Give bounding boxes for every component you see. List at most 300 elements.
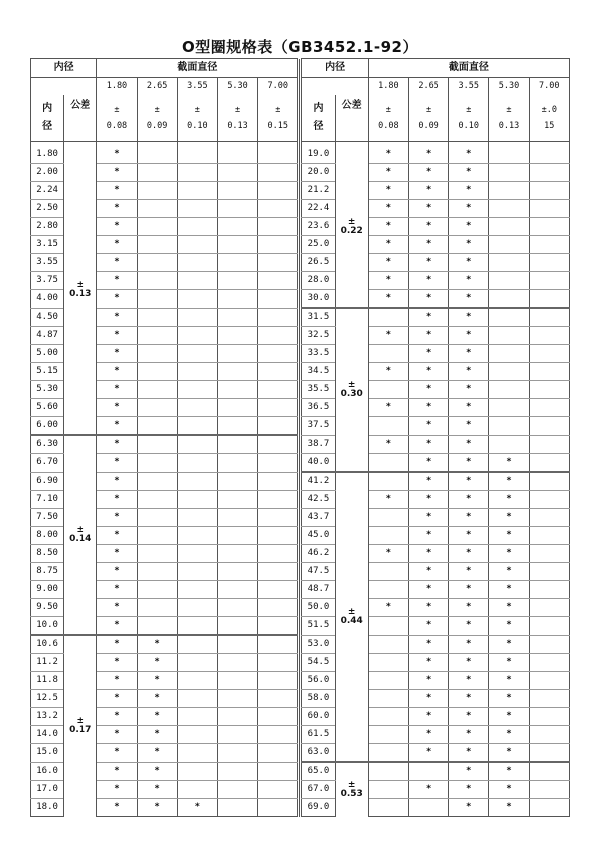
section-diameter-header-right: 截面直径 bbox=[368, 59, 569, 78]
left-mark-cell: * bbox=[137, 744, 177, 763]
left-mark-cell: * bbox=[97, 599, 137, 617]
size-right-5: 7.00 bbox=[529, 78, 569, 96]
right-mark-cell bbox=[489, 254, 529, 272]
right-mark-cell bbox=[368, 654, 408, 672]
right-mark-cell: * bbox=[449, 581, 489, 599]
left-mark-cell bbox=[137, 491, 177, 509]
right-mark-cell: * bbox=[408, 435, 448, 454]
left-inner-diameter-cell: 10.0 bbox=[31, 617, 64, 636]
left-inner-diameter-cell: 18.0 bbox=[31, 799, 64, 817]
left-mark-cell: * bbox=[97, 272, 137, 290]
right-mark-cell: * bbox=[408, 472, 448, 491]
left-mark-cell: * bbox=[97, 690, 137, 708]
right-mark-cell bbox=[489, 218, 529, 236]
right-mark-cell bbox=[368, 672, 408, 690]
right-mark-cell: * bbox=[489, 799, 529, 817]
left-group-tolerance: ± 0.14 bbox=[64, 435, 97, 635]
left-mark-cell: * bbox=[97, 654, 137, 672]
right-mark-cell: * bbox=[408, 308, 448, 327]
right-mark-cell: * bbox=[408, 654, 448, 672]
left-mark-cell bbox=[137, 146, 177, 164]
right-mark-cell: * bbox=[489, 472, 529, 491]
left-mark-cell bbox=[258, 254, 298, 272]
right-mark-cell bbox=[529, 690, 569, 708]
left-mark-cell bbox=[177, 454, 217, 473]
right-mark-cell: * bbox=[408, 708, 448, 726]
table-row bbox=[31, 200, 570, 218]
left-mark-cell: * bbox=[97, 509, 137, 527]
left-mark-cell: * bbox=[97, 545, 137, 563]
right-mark-cell: * bbox=[368, 599, 408, 617]
left-inner-diameter-cell: 2.80 bbox=[31, 218, 64, 236]
right-mark-cell bbox=[529, 744, 569, 763]
tol-right-4: ± 0.13 bbox=[489, 95, 529, 142]
left-mark-cell: * bbox=[97, 708, 137, 726]
right-mark-cell: * bbox=[408, 744, 448, 763]
left-mark-cell bbox=[258, 272, 298, 290]
left-mark-cell: * bbox=[97, 417, 137, 436]
right-mark-cell bbox=[529, 146, 569, 164]
left-inner-diameter-cell: 7.50 bbox=[31, 509, 64, 527]
left-mark-cell: * bbox=[97, 435, 137, 454]
left-mark-cell bbox=[217, 672, 257, 690]
right-mark-cell bbox=[529, 218, 569, 236]
right-inner-diameter-cell: 56.0 bbox=[302, 672, 335, 690]
left-mark-cell: * bbox=[97, 218, 137, 236]
left-mark-cell bbox=[177, 290, 217, 309]
right-mark-cell: * bbox=[408, 672, 448, 690]
left-mark-cell bbox=[137, 617, 177, 636]
right-inner-diameter-cell: 35.5 bbox=[302, 381, 335, 399]
right-mark-cell: * bbox=[489, 545, 529, 563]
section-diameter-header-left: 截面直径 bbox=[97, 59, 298, 78]
right-mark-cell: * bbox=[489, 781, 529, 799]
right-mark-cell bbox=[368, 345, 408, 363]
right-mark-cell: * bbox=[408, 417, 448, 436]
right-mark-cell bbox=[529, 435, 569, 454]
right-mark-cell bbox=[529, 563, 569, 581]
left-mark-cell bbox=[177, 726, 217, 744]
document-title: O型圈规格表（GB3452.1-92） bbox=[182, 38, 418, 56]
right-mark-cell bbox=[529, 236, 569, 254]
right-inner-diameter-cell: 61.5 bbox=[302, 726, 335, 744]
right-mark-cell: * bbox=[489, 527, 529, 545]
right-mark-cell bbox=[408, 799, 448, 817]
right-mark-cell: * bbox=[449, 345, 489, 363]
left-mark-cell bbox=[177, 599, 217, 617]
left-mark-cell bbox=[137, 454, 177, 473]
left-inner-diameter-cell: 6.30 bbox=[31, 435, 64, 454]
left-inner-diameter-cell: 11.8 bbox=[31, 672, 64, 690]
table-row bbox=[31, 672, 570, 690]
left-mark-cell bbox=[217, 509, 257, 527]
left-mark-cell bbox=[217, 381, 257, 399]
left-mark-cell bbox=[177, 581, 217, 599]
left-mark-cell bbox=[217, 345, 257, 363]
right-mark-cell bbox=[489, 290, 529, 309]
right-mark-cell bbox=[529, 635, 569, 654]
left-mark-cell bbox=[217, 236, 257, 254]
right-mark-cell: * bbox=[408, 345, 448, 363]
left-mark-cell bbox=[217, 726, 257, 744]
table-row bbox=[31, 308, 570, 327]
left-mark-cell bbox=[137, 545, 177, 563]
left-inner-diameter-cell: 14.0 bbox=[31, 726, 64, 744]
right-mark-cell bbox=[529, 781, 569, 799]
left-mark-cell bbox=[217, 744, 257, 763]
left-mark-cell bbox=[258, 617, 298, 636]
left-mark-cell bbox=[177, 146, 217, 164]
right-mark-cell: * bbox=[408, 363, 448, 381]
right-inner-diameter-cell: 50.0 bbox=[302, 599, 335, 617]
left-mark-cell: * bbox=[97, 182, 137, 200]
right-mark-cell: * bbox=[449, 182, 489, 200]
left-mark-cell bbox=[177, 182, 217, 200]
right-mark-cell bbox=[489, 417, 529, 436]
right-mark-cell: * bbox=[408, 182, 448, 200]
size-left-5: 7.00 bbox=[258, 78, 298, 96]
right-mark-cell: * bbox=[449, 308, 489, 327]
right-mark-cell bbox=[529, 726, 569, 744]
table-row bbox=[31, 272, 570, 290]
left-mark-cell bbox=[217, 218, 257, 236]
left-mark-cell bbox=[258, 381, 298, 399]
left-mark-cell: * bbox=[97, 744, 137, 763]
right-inner-diameter-cell: 47.5 bbox=[302, 563, 335, 581]
right-mark-cell: * bbox=[449, 290, 489, 309]
right-mark-cell: * bbox=[449, 545, 489, 563]
left-mark-cell bbox=[177, 272, 217, 290]
left-mark-cell bbox=[177, 164, 217, 182]
table-row bbox=[31, 399, 570, 417]
left-mark-cell bbox=[137, 563, 177, 581]
left-mark-cell bbox=[217, 563, 257, 581]
right-mark-cell bbox=[489, 435, 529, 454]
right-mark-cell: * bbox=[449, 635, 489, 654]
left-mark-cell: * bbox=[97, 491, 137, 509]
right-mark-cell bbox=[368, 563, 408, 581]
left-mark-cell bbox=[258, 744, 298, 763]
right-mark-cell: * bbox=[408, 399, 448, 417]
right-mark-cell: * bbox=[489, 491, 529, 509]
left-mark-cell bbox=[258, 454, 298, 473]
table-row bbox=[31, 617, 570, 636]
right-mark-cell bbox=[368, 762, 408, 781]
right-mark-cell: * bbox=[408, 527, 448, 545]
tol-left-1: ± 0.08 bbox=[97, 95, 137, 142]
right-mark-cell bbox=[529, 254, 569, 272]
right-inner-diameter-cell: 60.0 bbox=[302, 708, 335, 726]
left-mark-cell bbox=[177, 472, 217, 491]
left-inner-diameter-cell: 2.50 bbox=[31, 200, 64, 218]
left-mark-cell: * bbox=[137, 726, 177, 744]
size-right-4: 5.30 bbox=[489, 78, 529, 96]
right-mark-cell: * bbox=[408, 617, 448, 636]
right-inner-diameter-cell: 65.0 bbox=[302, 762, 335, 781]
right-mark-cell: * bbox=[408, 164, 448, 182]
left-mark-cell bbox=[258, 581, 298, 599]
left-mark-cell: * bbox=[137, 781, 177, 799]
table-row bbox=[31, 744, 570, 763]
table-row bbox=[31, 454, 570, 473]
right-mark-cell: * bbox=[368, 290, 408, 309]
left-mark-cell bbox=[258, 236, 298, 254]
left-mark-cell: * bbox=[97, 617, 137, 636]
left-mark-cell: * bbox=[137, 762, 177, 781]
left-mark-cell bbox=[137, 345, 177, 363]
left-inner-diameter-cell: 3.55 bbox=[31, 254, 64, 272]
left-mark-cell bbox=[137, 599, 177, 617]
right-mark-cell: * bbox=[408, 726, 448, 744]
left-mark-cell bbox=[217, 654, 257, 672]
left-mark-cell bbox=[258, 545, 298, 563]
left-inner-diameter-cell: 8.75 bbox=[31, 563, 64, 581]
left-inner-diameter-cell: 10.6 bbox=[31, 635, 64, 654]
right-mark-cell: * bbox=[368, 200, 408, 218]
left-mark-cell: * bbox=[97, 726, 137, 744]
right-mark-cell bbox=[489, 327, 529, 345]
left-mark-cell bbox=[217, 491, 257, 509]
table-row bbox=[31, 164, 570, 182]
right-mark-cell: * bbox=[449, 744, 489, 763]
left-mark-cell bbox=[137, 527, 177, 545]
right-inner-diameter-cell: 41.2 bbox=[302, 472, 335, 491]
left-mark-cell bbox=[258, 599, 298, 617]
table-row bbox=[31, 599, 570, 617]
left-mark-cell: * bbox=[97, 672, 137, 690]
right-mark-cell: * bbox=[368, 399, 408, 417]
left-mark-cell bbox=[258, 563, 298, 581]
table-row bbox=[31, 509, 570, 527]
left-inner-diameter-cell: 7.10 bbox=[31, 491, 64, 509]
left-mark-cell: * bbox=[177, 799, 217, 817]
right-mark-cell: * bbox=[489, 635, 529, 654]
right-mark-cell: * bbox=[368, 218, 408, 236]
right-mark-cell bbox=[489, 164, 529, 182]
left-mark-cell bbox=[217, 527, 257, 545]
left-inner-diameter-cell: 4.00 bbox=[31, 290, 64, 309]
left-inner-diameter-cell: 5.30 bbox=[31, 381, 64, 399]
left-mark-cell bbox=[177, 690, 217, 708]
left-inner-diameter-cell: 2.00 bbox=[31, 164, 64, 182]
left-inner-diameter-cell: 1.80 bbox=[31, 146, 64, 164]
right-mark-cell bbox=[368, 581, 408, 599]
left-mark-cell bbox=[137, 581, 177, 599]
left-mark-cell bbox=[217, 617, 257, 636]
left-mark-cell: * bbox=[97, 635, 137, 654]
table-row bbox=[31, 726, 570, 744]
right-mark-cell bbox=[529, 599, 569, 617]
left-inner-diameter-cell: 12.5 bbox=[31, 690, 64, 708]
left-mark-cell bbox=[137, 363, 177, 381]
left-mark-cell: * bbox=[97, 454, 137, 473]
right-mark-cell bbox=[529, 654, 569, 672]
right-inner-diameter-cell: 48.7 bbox=[302, 581, 335, 599]
left-mark-cell bbox=[217, 290, 257, 309]
size-left-4: 5.30 bbox=[217, 78, 257, 96]
right-mark-cell bbox=[408, 762, 448, 781]
right-mark-cell: * bbox=[489, 726, 529, 744]
left-mark-cell bbox=[217, 799, 257, 817]
right-group-tolerance: ± 0.30 bbox=[335, 308, 368, 472]
left-mark-cell: * bbox=[97, 345, 137, 363]
right-mark-cell: * bbox=[449, 672, 489, 690]
left-mark-cell bbox=[177, 744, 217, 763]
left-inner-diameter-cell: 16.0 bbox=[31, 762, 64, 781]
left-mark-cell bbox=[177, 654, 217, 672]
right-mark-cell: * bbox=[449, 472, 489, 491]
left-mark-cell bbox=[177, 254, 217, 272]
left-mark-cell bbox=[258, 164, 298, 182]
right-inner-diameter-cell: 51.5 bbox=[302, 617, 335, 636]
right-mark-cell bbox=[489, 272, 529, 290]
right-inner-diameter-cell: 37.5 bbox=[302, 417, 335, 436]
left-group-tolerance: ± 0.17 bbox=[64, 635, 97, 817]
right-mark-cell bbox=[489, 399, 529, 417]
tol-right-1: ± 0.08 bbox=[368, 95, 408, 142]
table-row bbox=[31, 581, 570, 599]
table-row bbox=[31, 491, 570, 509]
table-row bbox=[31, 363, 570, 381]
right-inner-diameter-cell: 45.0 bbox=[302, 527, 335, 545]
left-mark-cell bbox=[137, 218, 177, 236]
right-mark-cell bbox=[529, 617, 569, 636]
left-mark-cell bbox=[217, 254, 257, 272]
inner-label-left: 内 径 bbox=[31, 95, 64, 142]
right-mark-cell bbox=[529, 454, 569, 473]
left-mark-cell bbox=[258, 635, 298, 654]
right-mark-cell: * bbox=[408, 272, 448, 290]
right-mark-cell bbox=[368, 744, 408, 763]
right-mark-cell: * bbox=[449, 527, 489, 545]
right-inner-diameter-cell: 19.0 bbox=[302, 146, 335, 164]
right-mark-cell: * bbox=[368, 146, 408, 164]
left-mark-cell bbox=[217, 146, 257, 164]
right-mark-cell bbox=[529, 509, 569, 527]
table-row bbox=[31, 435, 570, 454]
left-mark-cell: * bbox=[97, 254, 137, 272]
left-mark-cell bbox=[258, 218, 298, 236]
left-mark-cell bbox=[258, 527, 298, 545]
right-mark-cell bbox=[529, 272, 569, 290]
right-mark-cell bbox=[368, 726, 408, 744]
left-mark-cell bbox=[137, 182, 177, 200]
left-mark-cell bbox=[217, 454, 257, 473]
left-mark-cell bbox=[258, 417, 298, 436]
left-mark-cell: * bbox=[97, 290, 137, 309]
right-mark-cell: * bbox=[489, 454, 529, 473]
left-mark-cell bbox=[258, 509, 298, 527]
table-row bbox=[31, 654, 570, 672]
left-mark-cell bbox=[177, 527, 217, 545]
right-inner-diameter-cell: 69.0 bbox=[302, 799, 335, 817]
left-mark-cell bbox=[137, 327, 177, 345]
right-mark-cell: * bbox=[449, 146, 489, 164]
right-mark-cell bbox=[529, 581, 569, 599]
right-mark-cell: * bbox=[408, 491, 448, 509]
right-mark-cell bbox=[489, 308, 529, 327]
right-mark-cell: * bbox=[489, 581, 529, 599]
right-inner-diameter-cell: 63.0 bbox=[302, 744, 335, 763]
right-inner-diameter-cell: 22.4 bbox=[302, 200, 335, 218]
table-row bbox=[31, 345, 570, 363]
table-row bbox=[31, 417, 570, 436]
right-mark-cell bbox=[489, 381, 529, 399]
left-mark-cell: * bbox=[137, 635, 177, 654]
right-mark-cell: * bbox=[489, 690, 529, 708]
right-mark-cell: * bbox=[449, 272, 489, 290]
inner-diameter-header-left: 内径 bbox=[31, 59, 97, 78]
table-row bbox=[31, 327, 570, 345]
left-mark-cell bbox=[217, 164, 257, 182]
left-inner-diameter-cell: 8.50 bbox=[31, 545, 64, 563]
left-mark-cell bbox=[177, 218, 217, 236]
left-mark-cell: * bbox=[137, 654, 177, 672]
left-mark-cell bbox=[217, 435, 257, 454]
right-mark-cell bbox=[529, 672, 569, 690]
oring-spec-table bbox=[30, 58, 570, 817]
right-mark-cell: * bbox=[489, 617, 529, 636]
right-mark-cell: * bbox=[449, 799, 489, 817]
right-mark-cell: * bbox=[408, 146, 448, 164]
right-mark-cell: * bbox=[408, 581, 448, 599]
left-mark-cell bbox=[137, 417, 177, 436]
table-row bbox=[31, 290, 570, 309]
left-mark-cell bbox=[258, 781, 298, 799]
right-mark-cell: * bbox=[408, 200, 448, 218]
right-mark-cell: * bbox=[449, 726, 489, 744]
left-inner-diameter-cell: 4.50 bbox=[31, 308, 64, 327]
left-inner-diameter-cell: 3.75 bbox=[31, 272, 64, 290]
left-mark-cell bbox=[258, 799, 298, 817]
right-mark-cell: * bbox=[408, 327, 448, 345]
size-right-3: 3.55 bbox=[449, 78, 489, 96]
right-inner-diameter-cell: 28.0 bbox=[302, 272, 335, 290]
left-mark-cell: * bbox=[97, 399, 137, 417]
right-mark-cell: * bbox=[368, 435, 408, 454]
right-inner-diameter-cell: 26.5 bbox=[302, 254, 335, 272]
left-mark-cell bbox=[177, 762, 217, 781]
right-mark-cell: * bbox=[449, 435, 489, 454]
right-mark-cell: * bbox=[489, 563, 529, 581]
left-inner-diameter-cell: 8.00 bbox=[31, 527, 64, 545]
left-mark-cell bbox=[177, 236, 217, 254]
right-mark-cell: * bbox=[449, 200, 489, 218]
right-mark-cell bbox=[529, 472, 569, 491]
left-inner-diameter-cell: 3.15 bbox=[31, 236, 64, 254]
left-inner-diameter-cell: 5.00 bbox=[31, 345, 64, 363]
right-mark-cell: * bbox=[489, 599, 529, 617]
left-mark-cell bbox=[177, 327, 217, 345]
size-left-2: 2.65 bbox=[137, 78, 177, 96]
right-mark-cell: * bbox=[449, 509, 489, 527]
left-mark-cell bbox=[217, 363, 257, 381]
left-mark-cell bbox=[258, 308, 298, 327]
right-mark-cell: * bbox=[449, 363, 489, 381]
left-inner-diameter-cell: 2.24 bbox=[31, 182, 64, 200]
tol-left-4: ± 0.13 bbox=[217, 95, 257, 142]
right-mark-cell bbox=[368, 708, 408, 726]
left-mark-cell bbox=[137, 472, 177, 491]
left-mark-cell: * bbox=[97, 236, 137, 254]
right-mark-cell: * bbox=[408, 290, 448, 309]
right-mark-cell: * bbox=[408, 509, 448, 527]
left-mark-cell bbox=[217, 308, 257, 327]
right-inner-diameter-cell: 38.7 bbox=[302, 435, 335, 454]
right-mark-cell bbox=[529, 491, 569, 509]
left-mark-cell bbox=[137, 399, 177, 417]
right-mark-cell bbox=[529, 799, 569, 817]
